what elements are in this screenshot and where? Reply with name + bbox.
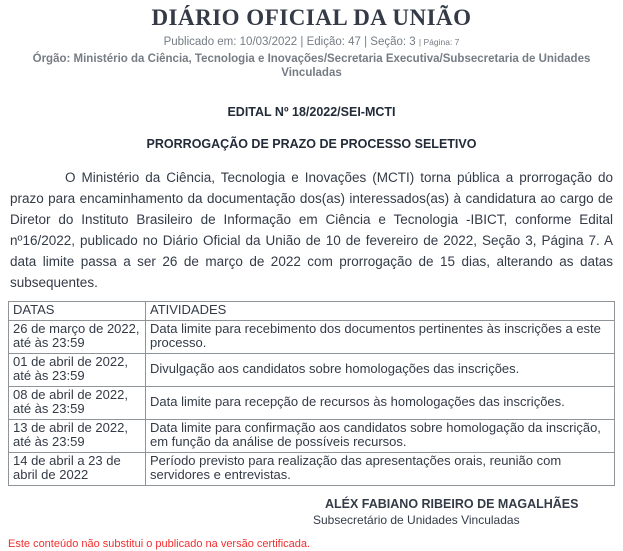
cell-date: 26 de março de 2022, até às 23:59 [9,320,146,353]
publication-main: Publicado em: 10/03/2022 | Edição: 47 | Seção: 3 [163,36,416,48]
column-header-atividades: ATIVIDADES [146,302,615,321]
table-row [9,419,615,452]
table-row [9,320,615,353]
schedule-table [8,301,615,486]
cell-activity: Divulgação aos candidatos sobre homologações das inscrições. [146,353,615,386]
publication-info [8,35,615,49]
signature-name: ALÉX FABIANO RIBEIRO DE MAGALHÃES [325,496,579,511]
cell-date: 08 de abril de 2022, até às 23:59 [9,386,146,419]
cell-activity: Data limite para confirmação aos candidatos sobre homologação da inscrição, em função da análise de possíveis recursos. [146,419,615,452]
cell-activity: Data limite para recepção de recursos às homologações das inscrições. [146,386,615,419]
cell-activity: Data limite para recebimento dos documentos pertinentes às inscrições a este processo. [146,320,615,353]
organ-line: Órgão: Ministério da Ciência, Tecnologia e Inovações/Secretaria Executiva/Subsecretaria de Unidades Vinculadas [32,53,591,79]
table-row [9,386,615,419]
cell-date: 14 de abril a 23 de abril de 2022 [9,452,146,485]
edital-heading: EDITAL Nº 18/2022/SEI-MCTI [227,105,396,119]
table-row [9,353,615,386]
publication-page-number: | Página: 7 [418,37,460,47]
cell-activity: Período previsto para realização das apresentações orais, reunião com servidores e entrevistas. [146,452,615,485]
body-paragraph: O Ministério da Ciência, Tecnologia e Inovações (MCTI) torna pública a prorrogação do prazo para encaminhamento da documentação dos(as) interessados(as) à candidatura ao cargo de Diretor do Instituto Brasileiro de Informação em Ciência e Tecnologia -IBICT, conforme Edital nº16/2022, publicado no Diário Oficial da União de 10 de fevereiro de 2022, Seção 3, Página 7. A data limite passa a ser 26 de março de 2022 com prorrogação de 15 dias, alterando as datas subsequentes. [10,170,613,290]
signature-block [8,497,615,527]
table-row [9,452,615,485]
document-header [8,6,615,80]
certification-disclaimer: Este conteúdo não substitui o publicado na versão certificada. [8,537,311,550]
subject-heading: PRORROGAÇÃO DE PRAZO DE PROCESSO SELETIVO [146,137,477,151]
signature-role: Subsecretário de Unidades Vinculadas [313,512,520,527]
column-header-datas: DATAS [9,302,146,321]
table-header-row [9,302,615,321]
cell-date: 01 de abril de 2022, até às 23:59 [9,353,146,386]
page-title: DIÁRIO OFICIAL DA UNIÃO [151,5,472,30]
cell-date: 13 de abril de 2022, até às 23:59 [9,419,146,452]
